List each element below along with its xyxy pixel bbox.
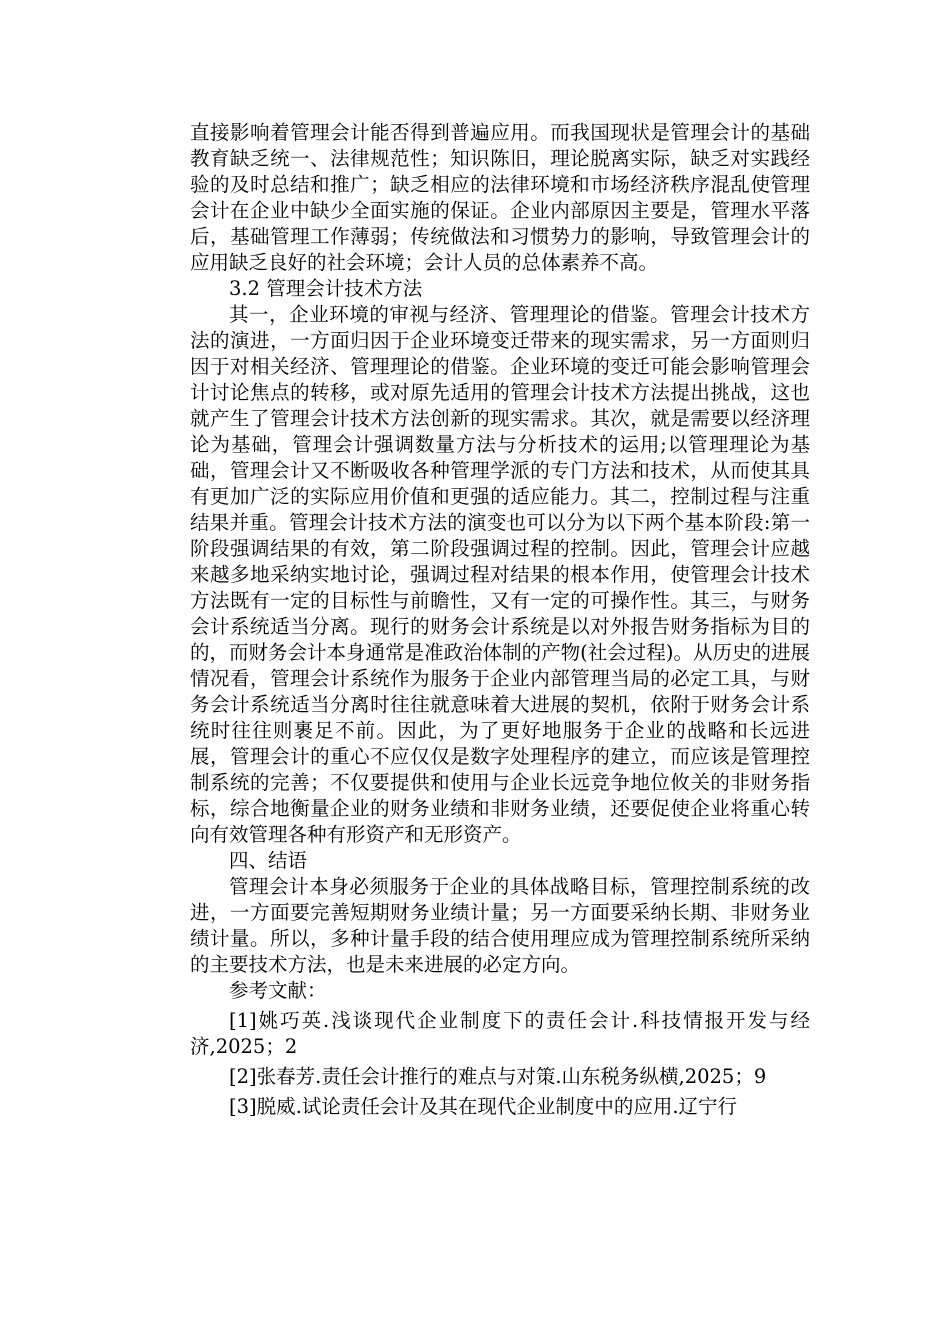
- section-4-title: 四、结语: [229, 849, 308, 872]
- section-3-2-title: 3.2 管理会计技术方法: [229, 277, 423, 300]
- reference-item-2: [2]张春芳.责任会计推行的难点与对策.山东税务纵横,2025；9: [229, 1065, 767, 1088]
- reference-item-1: [1]姚巧英.浅谈现代企业制度下的责任会计.科技情报开发与经济,2025；2: [190, 1009, 810, 1058]
- reference-item-3: [3]脱威.试论责任会计及其在现代企业制度中的应用.辽宁行: [229, 1095, 738, 1118]
- paragraph-intro: 直接影响着管理会计能否得到普遍应用。而我国现状是管理会计的基础教育缺乏统一、法律规范性；知识陈旧，理论脱离实际，缺乏对实践经验的及时总结和推广；缺乏相应的法律环境和市场经济秩序混乱使管理会计在企业中缺少全面实施的保证。企业内部原因主要是，管理水平落后，基础管理工作薄弱；传统做法和习惯势力的影响，导致管理会计的应用缺乏良好的社会环境；会计人员的总体素养不高。: [190, 121, 810, 274]
- references-title: 参考文献：: [229, 979, 327, 1002]
- document-page: [190, 120, 810, 1120]
- section-3-2-body: 其一，企业环境的审视与经济、管理理论的借鉴。管理会计技术方法的演进，一方面归因于企业环境变迁带来的现实需求，另一方面则归因于对相关经济、管理理论的借鉴。企业环境的变迁可能会影响管理会计讨论焦点的转移，或对原先适用的管理会计技术方法提出挑战，这也就产生了管理会计技术方法创新的现实需求。其次，就是需要以经济理论为基础，管理会计强调数量方法与分析技术的运用;以管理理论为基础，管理会计又不断吸收各种管理学派的专门方法和技术，从而使其具有更加广泛的实际应用价值和更强的适应能力。其二，控制过程与注重结果并重。管理会计技术方法的演变也可以分为以下两个基本阶段:第一阶段强调结果的有效，第二阶段强调过程的控制。因此，管理会计应越来越多地采纳实地讨论，强调过程对结果的根本作用，使管理会计技术方法既有一定的目标性与前瞻性，又有一定的可操作性。其三，与财务会计系统适当分离。现行的财务会计系统是以对外报告财务指标为目的的，而财务会计本身通常是准政治体制的产物(社会过程)。从历史的进展情况看，管理会计系统作为服务于企业内部管理当局的必定工具，与财务会计系统适当分离时往往就意味着大进展的契机，依附于财务会计系统时往往则裹足不前。因此，为了更好地服务于企业的战略和长远进展，管理会计的重心不应仅仅是数字处理程序的建立，而应该是管理控制系统的完善；不仅要提供和使用与企业长远竞争地位攸关的非财务指标，综合地衡量企业的财务业绩和非财务业绩，还要促使企业将重心转向有效管理各种有形资产和无形资产。: [190, 303, 810, 846]
- section-4-body: 管理会计本身必须服务于企业的具体战略目标，管理控制系统的改进，一方面要完善短期财务业绩计量；另一方面要采纳长期、非财务业绩计量。所以，多种计量手段的结合使用理应成为管理控制系统所采纳的主要技术方法，也是未来进展的必定方向。: [190, 875, 810, 976]
